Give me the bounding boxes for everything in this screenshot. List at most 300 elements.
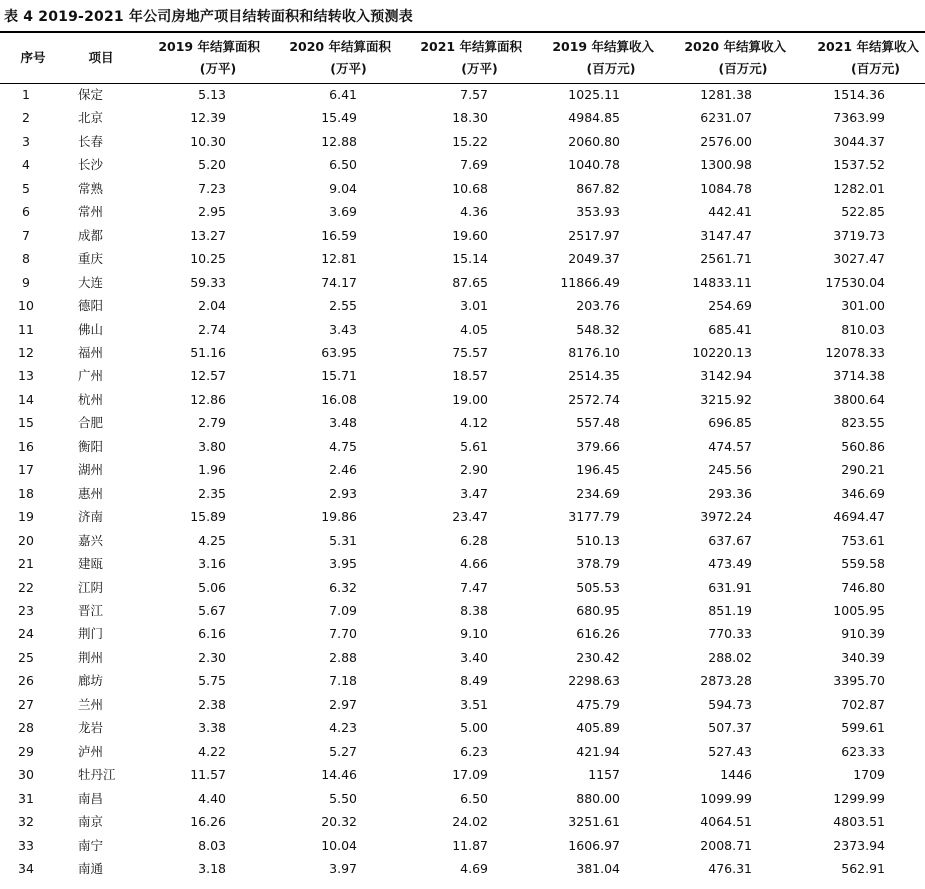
cell-area-2020: 5.50 bbox=[329, 790, 357, 806]
cell-area-2021: 24.02 bbox=[452, 814, 488, 830]
cell-revenue-2020: 507.37 bbox=[708, 720, 752, 736]
cell-revenue-2019: 11866.49 bbox=[560, 274, 620, 290]
cell-area-2019: 12.86 bbox=[190, 391, 226, 407]
cell-area-2020: 6.41 bbox=[329, 87, 357, 102]
cell-project: 泸州 bbox=[78, 743, 104, 759]
cell-revenue-2020: 2873.28 bbox=[700, 673, 752, 689]
cell-revenue-2020: 770.33 bbox=[708, 626, 752, 642]
table-row bbox=[0, 740, 925, 763]
header-index: 序号 bbox=[20, 50, 46, 65]
cell-area-2019: 3.16 bbox=[198, 556, 226, 572]
cell-revenue-2021: 3027.47 bbox=[833, 251, 885, 267]
cell-revenue-2019: 230.42 bbox=[576, 649, 620, 665]
cell-index: 34 bbox=[18, 860, 34, 876]
cell-index: 18 bbox=[18, 485, 34, 501]
cell-revenue-2019: 3251.61 bbox=[568, 814, 620, 830]
cell-area-2020: 7.70 bbox=[329, 626, 357, 642]
cell-revenue-2019: 880.00 bbox=[576, 790, 620, 806]
cell-revenue-2021: 599.61 bbox=[841, 720, 885, 736]
forecast-table bbox=[0, 35, 925, 880]
table-body bbox=[0, 83, 925, 880]
cell-project: 嘉兴 bbox=[78, 532, 104, 548]
cell-revenue-2021: 823.55 bbox=[841, 415, 885, 431]
cell-revenue-2020: 3147.47 bbox=[700, 227, 752, 243]
cell-revenue-2019: 1040.78 bbox=[568, 157, 620, 173]
cell-revenue-2021: 346.69 bbox=[841, 485, 885, 501]
cell-revenue-2021: 560.86 bbox=[841, 438, 885, 454]
cell-revenue-2020: 6231.07 bbox=[700, 110, 752, 126]
cell-area-2021: 15.22 bbox=[452, 133, 488, 149]
table-row bbox=[0, 529, 925, 552]
cell-revenue-2019: 4984.85 bbox=[568, 110, 620, 126]
cell-area-2021: 9.10 bbox=[460, 626, 488, 642]
cell-area-2020: 9.04 bbox=[329, 180, 357, 196]
cell-revenue-2019: 557.48 bbox=[576, 415, 620, 431]
cell-area-2021: 4.66 bbox=[460, 556, 488, 572]
cell-revenue-2020: 696.85 bbox=[708, 415, 752, 431]
table-row bbox=[0, 646, 925, 669]
table-row bbox=[0, 341, 925, 364]
cell-project: 惠州 bbox=[78, 485, 104, 501]
cell-project: 荆门 bbox=[78, 626, 104, 642]
cell-revenue-2020: 594.73 bbox=[708, 696, 752, 712]
cell-project: 建瓯 bbox=[78, 556, 104, 572]
cell-area-2021: 4.12 bbox=[460, 415, 488, 431]
cell-index: 33 bbox=[18, 837, 34, 853]
cell-project: 晋江 bbox=[78, 602, 104, 618]
cell-project: 南宁 bbox=[78, 837, 104, 853]
cell-revenue-2021: 3714.38 bbox=[833, 368, 885, 384]
table-row bbox=[0, 224, 925, 247]
cell-area-2020: 2.93 bbox=[329, 485, 357, 501]
table-row bbox=[0, 294, 925, 317]
cell-index: 26 bbox=[18, 673, 34, 689]
cell-area-2020: 15.71 bbox=[321, 368, 357, 384]
cell-area-2021: 10.68 bbox=[452, 180, 488, 196]
cell-project: 湖州 bbox=[78, 462, 104, 478]
cell-revenue-2021: 7363.99 bbox=[833, 110, 885, 126]
cell-revenue-2020: 474.57 bbox=[708, 438, 752, 454]
cell-project: 北京 bbox=[78, 110, 104, 126]
table-row bbox=[0, 505, 925, 528]
cell-project: 江阴 bbox=[78, 579, 104, 595]
cell-index: 32 bbox=[18, 814, 34, 830]
cell-project: 龙岩 bbox=[78, 720, 104, 736]
cell-area-2019: 10.25 bbox=[190, 251, 226, 267]
cell-area-2019: 6.16 bbox=[198, 626, 226, 642]
cell-area-2021: 18.57 bbox=[452, 368, 488, 384]
cell-area-2020: 5.31 bbox=[329, 532, 357, 548]
cell-area-2021: 8.49 bbox=[460, 673, 488, 689]
cell-area-2019: 2.04 bbox=[198, 298, 226, 314]
cell-area-2019: 3.38 bbox=[198, 720, 226, 736]
cell-area-2021: 3.01 bbox=[460, 298, 488, 314]
table-row bbox=[0, 153, 925, 176]
cell-revenue-2020: 10220.13 bbox=[692, 344, 752, 360]
cell-area-2020: 16.59 bbox=[321, 227, 357, 243]
header-area-2020: 2020 年结算面积 (万平) bbox=[289, 39, 391, 76]
cell-area-2021: 8.38 bbox=[460, 602, 488, 618]
cell-project: 常熟 bbox=[78, 180, 104, 196]
cell-project: 德阳 bbox=[78, 298, 104, 314]
cell-area-2019: 7.23 bbox=[198, 180, 226, 196]
cell-index: 3 bbox=[22, 133, 30, 149]
cell-area-2020: 10.04 bbox=[321, 837, 357, 853]
cell-revenue-2020: 1084.78 bbox=[700, 180, 752, 196]
cell-revenue-2021: 290.21 bbox=[841, 462, 885, 478]
cell-index: 11 bbox=[18, 321, 34, 337]
table-row bbox=[0, 364, 925, 387]
cell-revenue-2021: 623.33 bbox=[841, 743, 885, 759]
cell-index: 27 bbox=[18, 696, 34, 712]
table-row bbox=[0, 411, 925, 434]
cell-index: 4 bbox=[22, 157, 30, 173]
cell-index: 22 bbox=[18, 579, 34, 595]
cell-revenue-2020: 2576.00 bbox=[700, 133, 752, 149]
cell-revenue-2019: 353.93 bbox=[576, 204, 620, 220]
cell-revenue-2021: 753.61 bbox=[841, 532, 885, 548]
header-revenue-2021: 2021 年结算收入 (百万元) bbox=[817, 39, 919, 76]
cell-area-2020: 3.48 bbox=[329, 415, 357, 431]
cell-revenue-2020: 245.56 bbox=[708, 462, 752, 478]
cell-index: 17 bbox=[18, 462, 34, 478]
cell-index: 28 bbox=[18, 720, 34, 736]
cell-area-2020: 12.81 bbox=[321, 251, 357, 267]
cell-revenue-2020: 476.31 bbox=[708, 860, 752, 876]
cell-revenue-2019: 2572.74 bbox=[568, 391, 620, 407]
cell-area-2020: 5.27 bbox=[329, 743, 357, 759]
cell-revenue-2021: 340.39 bbox=[841, 649, 885, 665]
cell-revenue-2020: 1300.98 bbox=[700, 157, 752, 173]
cell-project: 杭州 bbox=[78, 391, 104, 407]
cell-area-2019: 2.30 bbox=[198, 649, 226, 665]
cell-area-2021: 3.51 bbox=[460, 696, 488, 712]
cell-area-2021: 7.69 bbox=[460, 157, 488, 173]
cell-area-2019: 2.79 bbox=[198, 415, 226, 431]
cell-area-2021: 19.00 bbox=[452, 391, 488, 407]
table-row bbox=[0, 693, 925, 716]
cell-revenue-2021: 12078.33 bbox=[825, 344, 885, 360]
cell-project: 佛山 bbox=[78, 321, 104, 337]
cell-area-2020: 20.32 bbox=[321, 814, 357, 830]
table-row bbox=[0, 482, 925, 505]
header-area-2021: 2021 年结算面积 (万平) bbox=[420, 39, 522, 76]
cell-area-2021: 4.69 bbox=[460, 860, 488, 876]
cell-index: 16 bbox=[18, 438, 34, 454]
table-row bbox=[0, 599, 925, 622]
cell-index: 31 bbox=[18, 790, 34, 806]
cell-index: 24 bbox=[18, 626, 34, 642]
cell-revenue-2021: 3044.37 bbox=[833, 133, 885, 149]
cell-revenue-2020: 851.19 bbox=[708, 602, 752, 618]
cell-revenue-2021: 702.87 bbox=[841, 696, 885, 712]
cell-index: 9 bbox=[22, 274, 30, 290]
cell-revenue-2021: 17530.04 bbox=[825, 274, 885, 290]
cell-project: 福州 bbox=[78, 344, 104, 360]
cell-revenue-2020: 4064.51 bbox=[700, 814, 752, 830]
cell-area-2019: 16.26 bbox=[190, 814, 226, 830]
cell-area-2019: 4.22 bbox=[198, 743, 226, 759]
cell-revenue-2019: 1606.97 bbox=[568, 837, 620, 853]
cell-area-2021: 17.09 bbox=[452, 767, 488, 783]
cell-revenue-2020: 3215.92 bbox=[700, 391, 752, 407]
cell-area-2019: 2.74 bbox=[198, 321, 226, 337]
cell-revenue-2020: 685.41 bbox=[708, 321, 752, 337]
cell-revenue-2019: 510.13 bbox=[576, 532, 620, 548]
cell-area-2019: 15.89 bbox=[190, 509, 226, 525]
cell-revenue-2019: 2060.80 bbox=[568, 133, 620, 149]
cell-area-2021: 15.14 bbox=[452, 251, 488, 267]
cell-area-2019: 10.30 bbox=[190, 133, 226, 149]
cell-revenue-2019: 8176.10 bbox=[568, 344, 620, 360]
table-row bbox=[0, 271, 925, 294]
cell-project: 荆州 bbox=[78, 649, 104, 665]
cell-revenue-2020: 3972.24 bbox=[700, 509, 752, 525]
cell-index: 23 bbox=[18, 602, 34, 618]
cell-project: 广州 bbox=[78, 368, 104, 384]
table-row bbox=[0, 576, 925, 599]
cell-project: 济南 bbox=[78, 509, 104, 525]
cell-area-2020: 15.49 bbox=[321, 110, 357, 126]
cell-revenue-2019: 2514.35 bbox=[568, 368, 620, 384]
cell-area-2019: 11.57 bbox=[190, 767, 226, 783]
cell-area-2019: 5.13 bbox=[198, 87, 226, 102]
cell-revenue-2021: 559.58 bbox=[841, 556, 885, 572]
cell-area-2019: 2.35 bbox=[198, 485, 226, 501]
cell-area-2020: 63.95 bbox=[321, 344, 357, 360]
cell-revenue-2020: 288.02 bbox=[708, 649, 752, 665]
cell-area-2019: 12.39 bbox=[190, 110, 226, 126]
cell-project: 南昌 bbox=[78, 790, 104, 806]
cell-revenue-2019: 381.04 bbox=[576, 860, 620, 876]
table-row bbox=[0, 247, 925, 270]
cell-area-2020: 3.43 bbox=[329, 321, 357, 337]
cell-index: 25 bbox=[18, 649, 34, 665]
cell-revenue-2020: 1281.38 bbox=[700, 87, 752, 102]
cell-project: 成都 bbox=[78, 227, 104, 243]
cell-revenue-2021: 4803.51 bbox=[833, 814, 885, 830]
cell-project: 南京 bbox=[78, 814, 104, 830]
cell-area-2019: 51.16 bbox=[190, 344, 226, 360]
cell-area-2019: 5.67 bbox=[198, 602, 226, 618]
cell-index: 14 bbox=[18, 391, 34, 407]
cell-area-2021: 18.30 bbox=[452, 110, 488, 126]
cell-project: 牡丹江 bbox=[78, 767, 116, 783]
cell-project: 南通 bbox=[78, 860, 104, 876]
cell-index: 8 bbox=[22, 251, 30, 267]
cell-revenue-2020: 631.91 bbox=[708, 579, 752, 595]
cell-revenue-2019: 2049.37 bbox=[568, 251, 620, 267]
table-row bbox=[0, 552, 925, 575]
cell-index: 12 bbox=[18, 344, 34, 360]
cell-revenue-2020: 1099.99 bbox=[700, 790, 752, 806]
cell-revenue-2020: 637.67 bbox=[708, 532, 752, 548]
table-row bbox=[0, 318, 925, 341]
cell-revenue-2021: 522.85 bbox=[841, 204, 885, 220]
cell-area-2020: 12.88 bbox=[321, 133, 357, 149]
cell-area-2020: 6.32 bbox=[329, 579, 357, 595]
table-row bbox=[0, 857, 925, 880]
cell-revenue-2019: 548.32 bbox=[576, 321, 620, 337]
table-header bbox=[0, 35, 925, 83]
cell-index: 19 bbox=[18, 509, 34, 525]
cell-revenue-2019: 378.79 bbox=[576, 556, 620, 572]
cell-area-2019: 2.95 bbox=[198, 204, 226, 220]
cell-area-2021: 3.47 bbox=[460, 485, 488, 501]
table-row bbox=[0, 787, 925, 810]
cell-area-2020: 2.97 bbox=[329, 696, 357, 712]
cell-index: 13 bbox=[18, 368, 34, 384]
cell-revenue-2021: 3395.70 bbox=[833, 673, 885, 689]
cell-revenue-2019: 2298.63 bbox=[568, 673, 620, 689]
table-row bbox=[0, 716, 925, 739]
cell-area-2020: 3.69 bbox=[329, 204, 357, 220]
cell-area-2019: 5.20 bbox=[198, 157, 226, 173]
cell-area-2020: 16.08 bbox=[321, 391, 357, 407]
cell-revenue-2019: 203.76 bbox=[576, 298, 620, 314]
cell-revenue-2020: 14833.11 bbox=[692, 274, 752, 290]
cell-revenue-2021: 1282.01 bbox=[833, 180, 885, 196]
table-row bbox=[0, 106, 925, 129]
cell-area-2021: 23.47 bbox=[452, 509, 488, 525]
header-revenue-2020: 2020 年结算收入 (百万元) bbox=[684, 39, 786, 76]
cell-index: 5 bbox=[22, 180, 30, 196]
cell-project: 大连 bbox=[78, 274, 104, 290]
cell-revenue-2021: 1005.95 bbox=[833, 602, 885, 618]
cell-area-2020: 19.86 bbox=[321, 509, 357, 525]
cell-index: 7 bbox=[22, 227, 30, 243]
cell-revenue-2019: 3177.79 bbox=[568, 509, 620, 525]
cell-revenue-2019: 405.89 bbox=[576, 720, 620, 736]
cell-revenue-2019: 1157 bbox=[588, 767, 620, 783]
cell-area-2021: 5.61 bbox=[460, 438, 488, 454]
cell-area-2021: 5.00 bbox=[460, 720, 488, 736]
table-title: 表 4 2019-2021 年公司房地产项目结转面积和结转收入预测表 bbox=[4, 9, 413, 25]
cell-project: 常州 bbox=[78, 204, 104, 220]
cell-area-2020: 6.50 bbox=[329, 157, 357, 173]
cell-revenue-2019: 1025.11 bbox=[568, 87, 620, 102]
cell-project: 廊坊 bbox=[78, 673, 104, 689]
cell-area-2019: 13.27 bbox=[190, 227, 226, 243]
cell-area-2021: 6.23 bbox=[460, 743, 488, 759]
table-row bbox=[0, 435, 925, 458]
cell-project: 保定 bbox=[78, 87, 104, 102]
table-row bbox=[0, 177, 925, 200]
cell-project: 长春 bbox=[78, 133, 104, 149]
cell-area-2020: 3.95 bbox=[329, 556, 357, 572]
cell-project: 合肥 bbox=[78, 415, 104, 431]
cell-index: 10 bbox=[18, 298, 34, 314]
cell-revenue-2020: 527.43 bbox=[708, 743, 752, 759]
cell-revenue-2021: 1537.52 bbox=[833, 157, 885, 173]
cell-area-2019: 59.33 bbox=[190, 274, 226, 290]
cell-area-2021: 11.87 bbox=[452, 837, 488, 853]
cell-revenue-2020: 2561.71 bbox=[700, 251, 752, 267]
cell-area-2020: 2.46 bbox=[329, 462, 357, 478]
cell-area-2021: 2.90 bbox=[460, 462, 488, 478]
table-row bbox=[0, 458, 925, 481]
cell-revenue-2019: 379.66 bbox=[576, 438, 620, 454]
cell-area-2019: 5.75 bbox=[198, 673, 226, 689]
cell-revenue-2021: 810.03 bbox=[841, 321, 885, 337]
cell-area-2020: 2.55 bbox=[329, 298, 357, 314]
cell-area-2020: 2.88 bbox=[329, 649, 357, 665]
cell-revenue-2021: 2373.94 bbox=[833, 837, 885, 853]
cell-area-2019: 3.80 bbox=[198, 438, 226, 454]
table-row bbox=[0, 622, 925, 645]
cell-area-2020: 74.17 bbox=[321, 274, 357, 290]
cell-revenue-2020: 2008.71 bbox=[700, 837, 752, 853]
cell-revenue-2021: 1299.99 bbox=[833, 790, 885, 806]
header-revenue-2019: 2019 年结算收入 (百万元) bbox=[552, 39, 654, 76]
cell-area-2021: 6.28 bbox=[460, 532, 488, 548]
cell-revenue-2021: 910.39 bbox=[841, 626, 885, 642]
table-row bbox=[0, 810, 925, 833]
cell-area-2019: 2.38 bbox=[198, 696, 226, 712]
cell-revenue-2021: 301.00 bbox=[841, 298, 885, 314]
cell-area-2019: 3.18 bbox=[198, 860, 226, 876]
cell-index: 1 bbox=[22, 87, 30, 102]
cell-area-2020: 7.09 bbox=[329, 602, 357, 618]
cell-area-2020: 4.75 bbox=[329, 438, 357, 454]
cell-area-2021: 87.65 bbox=[452, 274, 488, 290]
cell-area-2019: 8.03 bbox=[198, 837, 226, 853]
cell-revenue-2019: 234.69 bbox=[576, 485, 620, 501]
table-row bbox=[0, 763, 925, 786]
cell-area-2019: 4.40 bbox=[198, 790, 226, 806]
cell-revenue-2020: 473.49 bbox=[708, 556, 752, 572]
cell-area-2020: 14.46 bbox=[321, 767, 357, 783]
cell-area-2021: 7.47 bbox=[460, 579, 488, 595]
cell-area-2020: 7.18 bbox=[329, 673, 357, 689]
cell-index: 30 bbox=[18, 767, 34, 783]
cell-revenue-2020: 293.36 bbox=[708, 485, 752, 501]
cell-project: 兰州 bbox=[78, 696, 104, 712]
table-row bbox=[0, 83, 925, 106]
cell-index: 20 bbox=[18, 532, 34, 548]
cell-index: 15 bbox=[18, 415, 34, 431]
cell-revenue-2021: 3719.73 bbox=[833, 227, 885, 243]
cell-revenue-2019: 196.45 bbox=[576, 462, 620, 478]
cell-revenue-2021: 562.91 bbox=[841, 860, 885, 876]
table-row bbox=[0, 130, 925, 153]
header-area-2019: 2019 年结算面积 (万平) bbox=[158, 39, 260, 76]
table-row bbox=[0, 200, 925, 223]
cell-project: 长沙 bbox=[78, 157, 104, 173]
cell-revenue-2021: 1514.36 bbox=[833, 87, 885, 102]
cell-revenue-2019: 680.95 bbox=[576, 602, 620, 618]
cell-revenue-2021: 3800.64 bbox=[833, 391, 885, 407]
top-rule bbox=[0, 31, 925, 33]
cell-revenue-2019: 867.82 bbox=[576, 180, 620, 196]
cell-revenue-2019: 2517.97 bbox=[568, 227, 620, 243]
table-row bbox=[0, 834, 925, 857]
cell-area-2021: 7.57 bbox=[460, 87, 488, 102]
cell-area-2019: 12.57 bbox=[190, 368, 226, 384]
table-row bbox=[0, 388, 925, 411]
cell-area-2021: 75.57 bbox=[452, 344, 488, 360]
cell-area-2021: 3.40 bbox=[460, 649, 488, 665]
cell-revenue-2021: 4694.47 bbox=[833, 509, 885, 525]
cell-revenue-2020: 442.41 bbox=[708, 204, 752, 220]
cell-project: 衡阳 bbox=[78, 438, 104, 454]
cell-revenue-2019: 505.53 bbox=[576, 579, 620, 595]
cell-revenue-2020: 1446 bbox=[720, 767, 752, 783]
cell-area-2020: 3.97 bbox=[329, 860, 357, 876]
cell-revenue-2019: 475.79 bbox=[576, 696, 620, 712]
cell-revenue-2021: 746.80 bbox=[841, 579, 885, 595]
cell-area-2021: 19.60 bbox=[452, 227, 488, 243]
